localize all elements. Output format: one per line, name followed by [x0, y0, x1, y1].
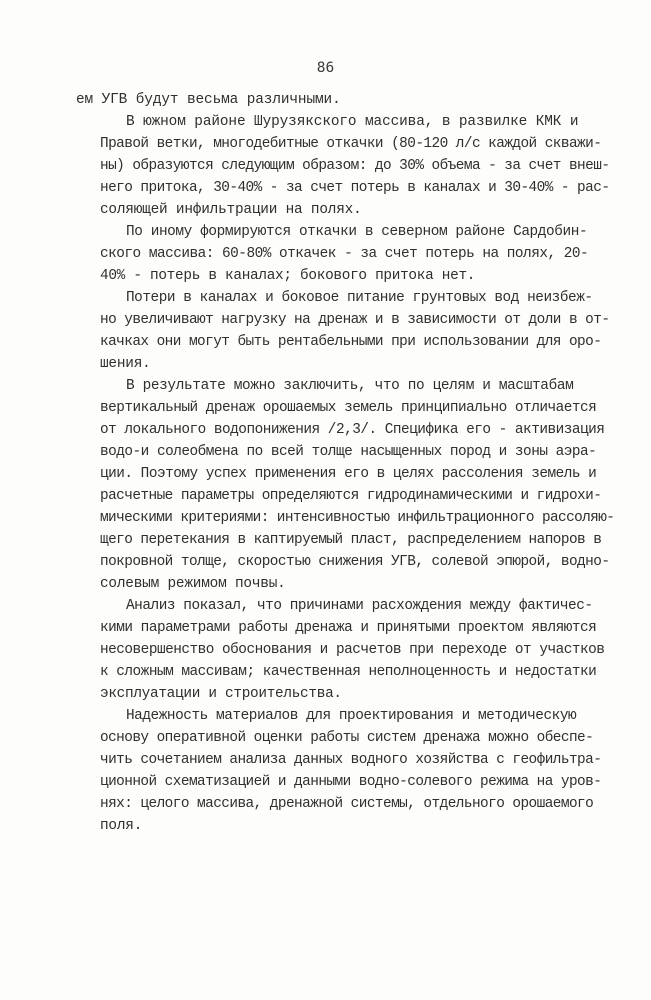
text-line: водо-и солеобмена по всей толще насыщенных пород и зоны аэра- — [100, 444, 597, 460]
text-line: Надежность материалов для проектирования и методическую — [126, 708, 577, 724]
text-line: В южном районе Шурузякского массива, в развилке КМК и — [126, 114, 579, 130]
text-line: от локального водопонижения /2,3/. Специфика его - активизация — [100, 422, 605, 438]
text-line: расчетные параметры определяются гидродинамическими и гидрохи- — [100, 488, 602, 504]
text-line: чить сочетанием анализа данных водного хозяйства с геофильтра- — [100, 752, 602, 768]
text-line: соляющей инфильтрации на полях. — [100, 202, 362, 218]
text-line: Правой ветки, многодебитные откачки (80-120 л/с каждой скважи- — [100, 136, 602, 152]
text-line: кими параметрами работы дренажа и принятыми проектом являются — [100, 620, 597, 636]
page-number: 86 — [316, 60, 335, 76]
text-line: шения. — [100, 356, 151, 372]
text-line: По иному формируются откачки в северном районе Сардобин- — [126, 224, 588, 240]
text-line: Анализ показал, что причинами расхождения между фактичес- — [126, 598, 593, 614]
text-line: несовершенство обоснования и расчетов при переходе от участков — [100, 642, 605, 658]
text-line: 40% - потерь в каналах; бокового притока нет. — [100, 268, 476, 284]
text-line: вертикальный дренаж орошаемых земель принципиально отличается — [100, 400, 597, 416]
text-line: но увеличивают нагрузку на дренаж и в зависимости от доли в от- — [100, 312, 610, 328]
text-line: щего перетекания в каптируемый пласт, распределением напоров в — [100, 532, 602, 548]
text-line: ны) образуются следующим образом: до 30% объема - за счет внеш- — [100, 158, 610, 174]
text-line: покровной толще, скоростью снижения УГВ, солевой эпюрой, водно- — [100, 554, 610, 570]
text-line: В результате можно заключить, что по целям и масштабам — [126, 378, 574, 394]
text-line: ем УГВ будут весьма различными. — [76, 92, 341, 108]
text-line: него притока, 30-40% - за счет потерь в каналах и 30-40% - рас- — [100, 180, 610, 196]
text-line: мическими критериями: интенсивностью инфильтрационного рассоляю- — [100, 510, 615, 526]
text-line: нях: целого массива, дренажной системы, отдельного орошаемого — [100, 796, 594, 812]
text-line: ского массива: 60-80% откачек - за счет потерь на полях, 20- — [100, 246, 589, 262]
text-line: эксплуатации и строительства. — [100, 686, 342, 702]
text-line: качках они могут быть рентабельными при использовании для оро- — [100, 334, 602, 350]
text-line: поля. — [100, 818, 143, 834]
text-line: к сложным массивам; качественная неполноценность и недостатки — [100, 664, 597, 680]
text-line: ции. Поэтому успех применения его в целях рассоления земель и — [100, 466, 597, 482]
text-line: основу оперативной оценки работы систем дренажа можно обеспе- — [100, 730, 594, 746]
text-line: Потери в каналах и боковое питание грунтовых вод неизбеж- — [126, 290, 593, 306]
text-line: ционной схематизацией и данными водно-солевого режима на уров- — [100, 774, 602, 790]
text-line: солевым режимом почвы. — [100, 576, 286, 592]
